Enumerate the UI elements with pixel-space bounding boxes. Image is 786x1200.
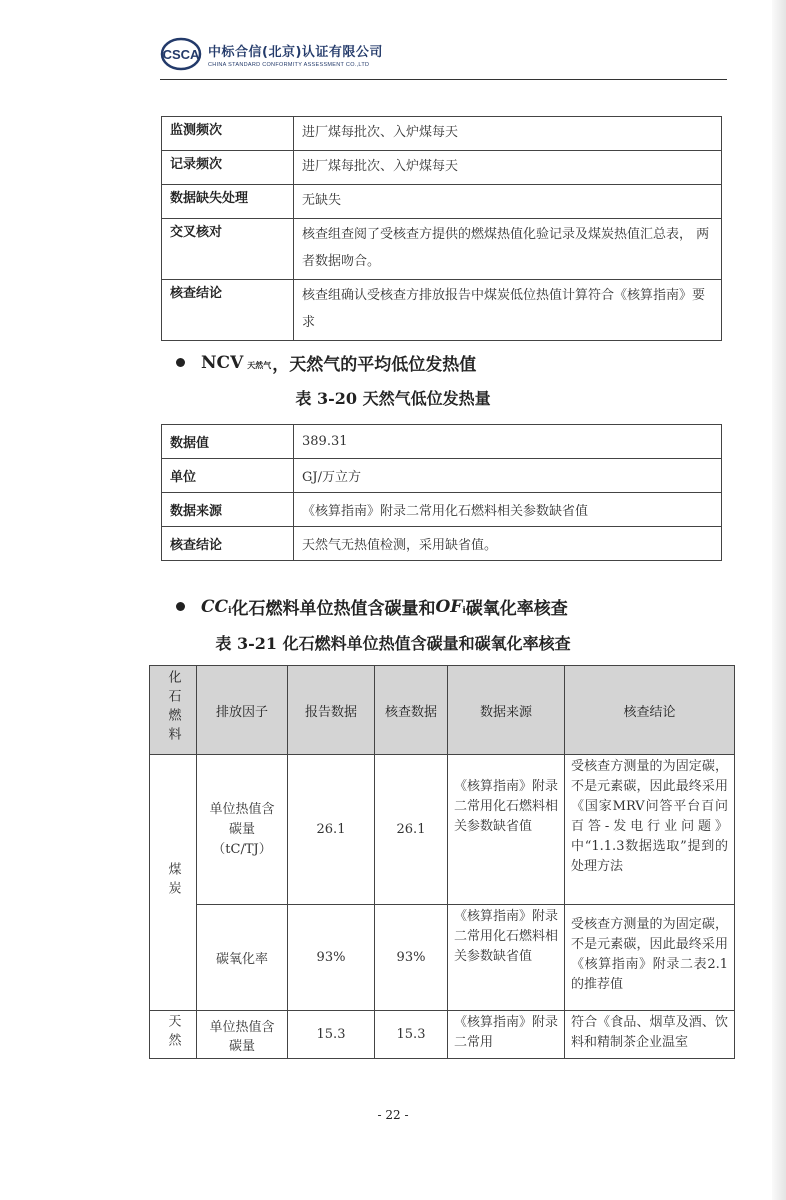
fuel-cell: 煤炭 [150, 755, 197, 1011]
table-row [162, 280, 722, 341]
bullet-cc: CC [201, 596, 229, 617]
row-key: 核查结论 [162, 280, 294, 341]
row-key: 数据值 [162, 425, 294, 459]
table-row [162, 117, 722, 151]
report-value: 15.3 [288, 1011, 375, 1059]
table-row [162, 185, 722, 219]
bullet-of-sub: i [462, 605, 466, 616]
carbon-content-oxidation-table [149, 665, 735, 1059]
table-row [162, 425, 722, 459]
row-value: 进厂煤每批次、入炉煤每天 [294, 151, 722, 185]
row-value: 《核算指南》附录二常用化石燃料相关参数缺省值 [294, 493, 722, 527]
bullet-dot-icon [176, 358, 185, 367]
row-value: 天然气无热值检测，采用缺省值。 [294, 527, 722, 561]
column-header: 报告数据 [288, 666, 375, 755]
company-logo [160, 37, 202, 71]
row-value: 进厂煤每批次、入炉煤每天 [294, 117, 722, 151]
table-row [150, 905, 735, 1011]
company-name-en: CHINA STANDARD CONFORMITY ASSESSMENT CO.,LTD [208, 61, 370, 68]
bullet-of: OF [435, 596, 463, 617]
verify-value: 93% [375, 905, 448, 1011]
svg-text:CSCA: CSCA [162, 47, 200, 62]
factor-cell: 单位热值含碳量（tC/TJ） [197, 755, 288, 905]
factor-cell: 单位热值含碳量 [197, 1011, 288, 1059]
table-row [162, 459, 722, 493]
source-cell: 《核算指南》附录二常用化石燃料相关参数缺省值 [448, 905, 565, 1011]
row-key: 监测频次 [162, 117, 294, 151]
page-edge-shadow [772, 0, 786, 1200]
table-row [162, 219, 722, 280]
column-header: 排放因子 [197, 666, 288, 755]
document-header [160, 36, 383, 72]
table-row [150, 755, 735, 905]
conclusion-cell: 受核查方测量的为固定碳，不是元素碳，因此最终采用《国家MRV问答平台百问百答-发电行业问题》中“1.1.3数据选取”提到的处理方法 [565, 755, 735, 905]
page-number: - 22 - [377, 1108, 409, 1122]
row-key: 记录频次 [162, 151, 294, 185]
header-divider [160, 79, 727, 80]
table-row [162, 493, 722, 527]
column-header: 核查结论 [565, 666, 735, 755]
bullet-subscript: 天然气 [247, 360, 272, 370]
table-row [162, 527, 722, 561]
source-cell: 《核算指南》附录二常用化石燃料相关参数缺省值 [448, 755, 565, 905]
table-header-row [150, 666, 735, 755]
report-value: 26.1 [288, 755, 375, 905]
row-key: 单位 [162, 459, 294, 493]
source-cell: 《核算指南》附录二常用 [448, 1011, 565, 1059]
row-value: 核查组确认受核查方排放报告中煤炭低位热值计算符合《核算指南》要求 [294, 280, 722, 341]
row-key: 数据缺失处理 [162, 185, 294, 219]
table-row [162, 151, 722, 185]
column-header: 化石燃料 [150, 666, 197, 755]
conclusion-cell: 受核查方测量的为固定碳，不是元素碳，因此最终采用《核算指南》附录二表2.1的推荐值 [565, 905, 735, 1011]
company-name-cn: 中标合信(北京)认证有限公司 [208, 44, 383, 60]
row-value: 核查组查阅了受核查方提供的燃煤热值化验记录及煤炭热值汇总表， 两者数据吻合。 [294, 219, 722, 280]
verify-value: 15.3 [375, 1011, 448, 1059]
verify-value: 26.1 [375, 755, 448, 905]
table-caption-3-20: 表 3-20 天然气低位发热量 [295, 389, 491, 408]
fuel-cell: 天然 [150, 1011, 197, 1059]
factor-cell: 碳氧化率 [197, 905, 288, 1011]
bullet-main: NCV [201, 352, 244, 373]
row-value: GJ/万立方 [294, 459, 722, 493]
bullet-rest: ，天然气的平均低位发热值 [272, 355, 477, 375]
column-header: 数据来源 [448, 666, 565, 755]
bullet-rest: 碳氧化率核查 [465, 599, 568, 619]
table-row [150, 1011, 735, 1059]
bullet-cc-sub: i [228, 605, 232, 616]
row-value: 389.31 [294, 425, 722, 459]
row-key: 核查结论 [162, 527, 294, 561]
conclusion-cell: 符合《食品、烟草及酒、饮料和精制茶企业温室 [565, 1011, 735, 1059]
gas-heat-value-table [161, 424, 722, 561]
section-bullet-cc-of [176, 594, 568, 619]
report-value: 93% [288, 905, 375, 1011]
table-caption-3-21: 表 3-21 化石燃料单位热值含碳量和碳氧化率核查 [215, 634, 571, 653]
coal-heat-value-table [161, 116, 722, 341]
row-value: 无缺失 [294, 185, 722, 219]
bullet-mid: 化石燃料单位热值含碳量和 [231, 599, 436, 619]
column-header: 核查数据 [375, 666, 448, 755]
row-key: 数据来源 [162, 493, 294, 527]
section-bullet-ncv [176, 350, 476, 375]
bullet-dot-icon [176, 602, 185, 611]
row-key: 交叉核对 [162, 219, 294, 280]
